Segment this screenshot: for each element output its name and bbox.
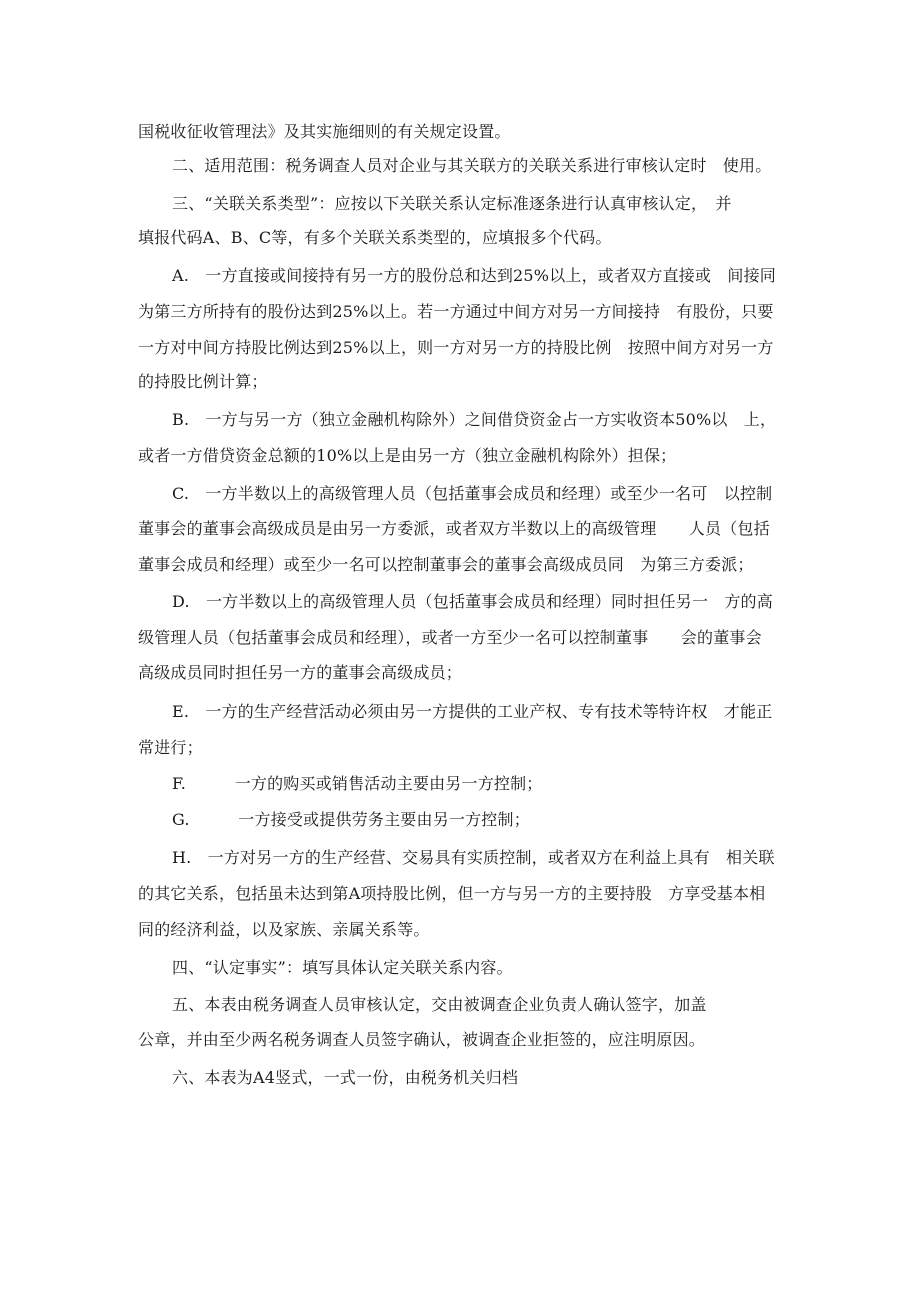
text-line: 董事会的董事会高级成员是由另一方委派，或者双方半数以上的高级管理 人员（包括 — [138, 519, 770, 538]
item-d-line: D. 一方半数以上的高级管理人员（包括董事会成员和经理）同时担任另一 方的高 — [172, 592, 773, 611]
text-line: 填报代码A、B、C等，有多个关联关系类型的，应填报多个代码。 — [138, 228, 612, 247]
section-2-line: 二、适用范围：税务调查人员对企业与其关联方的关联关系进行审核认定时 使用。 — [172, 156, 772, 175]
text-line: 董事会成员和经理）或至少一名可以控制董事会的董事会高级成员同 为第三方委派； — [138, 555, 754, 574]
text-line: 的持股比例计算； — [138, 372, 268, 391]
text-line: 为第三方所持有的股份达到25%以上。若一方通过中间方对另一方间接持 有股份，只要 — [138, 302, 774, 321]
text-line: 一方对中间方持股比例达到25%以上，则一方对另一方的持股比例 按照中间方对另一方 — [138, 338, 774, 357]
item-a-line: A. 一方直接或间接持有另一方的股份总和达到25%以上，或者双方直接或 间接同 — [172, 266, 777, 285]
item-g-line: G. 一方接受或提供劳务主要由另一方控制； — [172, 810, 530, 829]
section-4-line: 四、“认定事实”：填写具体认定关联关系内容。 — [172, 958, 513, 977]
text-line: 高级成员同时担任另一方的董事会高级成员； — [138, 663, 463, 682]
item-c-line: C. 一方半数以上的高级管理人员（包括董事会成员和经理）或至少一名可 以控制 — [172, 484, 773, 503]
text-line: 或者一方借贷资金总额的10%以上是由另一方（独立金融机构除外）担保； — [138, 446, 677, 465]
text-line: 级管理人员（包括董事会成员和经理），或者一方至少一名可以控制董事 会的董事会 — [138, 628, 762, 647]
text-line: 公章，并由至少两名税务调查人员签字确认，被调查企业拒签的，应注明原因。 — [138, 1030, 706, 1049]
section-5-line: 五、本表由税务调查人员审核认定，交由被调查企业负责人确认签字，加盖 — [172, 995, 707, 1014]
item-b-line: B. 一方与另一方（独立金融机构除外）之间借贷资金占一方实收资本50%以 上， — [172, 410, 777, 429]
text-line: 国税收征收管理法》及其实施细则的有关规定设置。 — [138, 122, 511, 141]
item-h-line: H. 一方对另一方的生产经营、交易具有实质控制，或者双方在利益上具有 相关联 — [172, 848, 775, 867]
text-line: 同的经济利益，以及家族、亲属关系等。 — [138, 920, 430, 939]
item-e-line: E. 一方的生产经营活动必须由另一方提供的工业产权、专有技术等特许权 才能正 — [172, 702, 773, 721]
section-3-line: 三、“关联关系类型”：应按以下关联关系认定标准逐条进行认真审核认定， 并 — [172, 194, 732, 213]
item-f-line: F. 一方的购买或销售活动主要由另一方控制； — [172, 774, 543, 793]
text-line: 常进行； — [138, 738, 203, 757]
text-line: 的其它关系，包括虽未达到第A项持股比例，但一方与另一方的主要持股 方享受基本相 — [138, 884, 766, 903]
section-6-line: 六、本表为A4竖式，一式一份，由税务机关归档 — [172, 1068, 519, 1087]
